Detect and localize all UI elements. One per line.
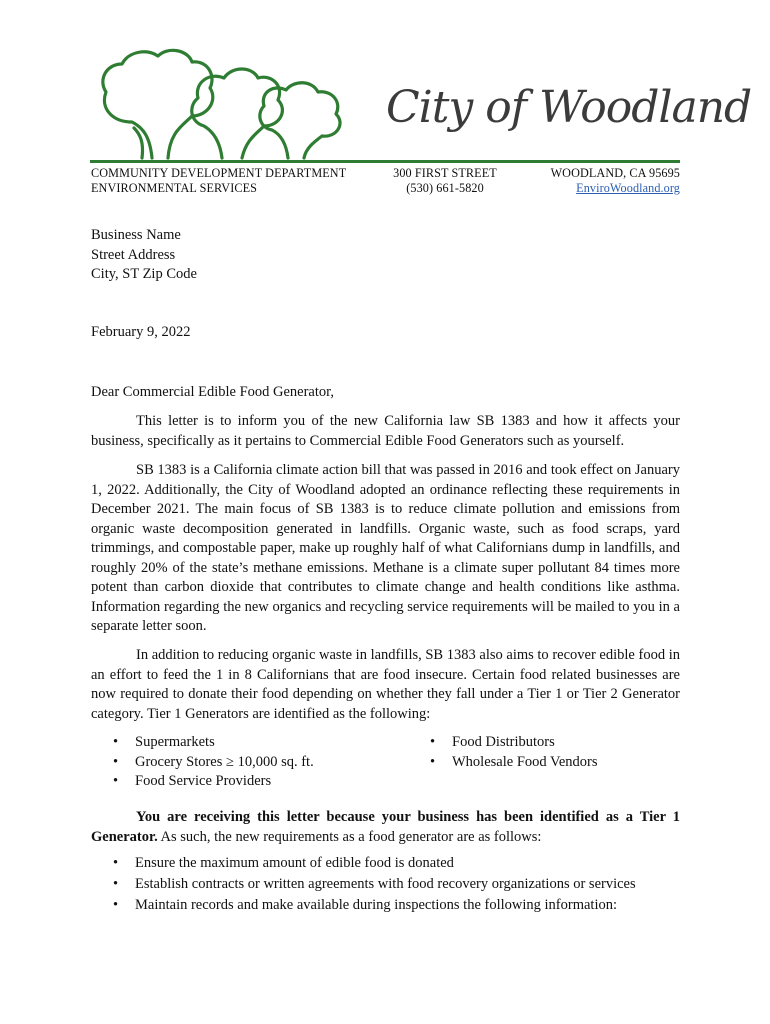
list-item: • Maintain records and make available during inspections the following information: <box>113 895 636 916</box>
division-name: ENVIRONMENTAL SERVICES <box>91 181 258 195</box>
tier1-list-right <box>430 733 598 772</box>
paragraph-intro <box>91 412 680 451</box>
list-item: • Supermarkets <box>113 733 314 753</box>
recipient-street: Street Address <box>91 246 176 263</box>
city-logo-wordmark: City of Woodland <box>386 82 752 133</box>
department-block <box>91 166 346 196</box>
list-item: • Grocery Stores ≥ 10,000 sq. ft. <box>113 753 314 773</box>
department-name: COMMUNITY DEVELOPMENT DEPARTMENT <box>91 166 347 180</box>
list-item: • Wholesale Food Vendors <box>430 753 598 773</box>
header-divider <box>90 160 680 163</box>
city-state-zip: WOODLAND, CA 95695 <box>550 166 680 180</box>
city-block <box>551 166 680 196</box>
paragraph-tier1-notice-text <box>91 808 680 847</box>
address-block <box>380 166 510 196</box>
recipient-business-name: Business Name <box>91 227 181 243</box>
phone-number: (530) 661-5820 <box>406 181 484 195</box>
paragraph-tier1-notice <box>91 808 680 847</box>
paragraph-edible-food <box>91 646 680 724</box>
street-address: 300 FIRST STREET <box>393 166 497 180</box>
recipient-city: City, ST Zip Code <box>91 266 197 282</box>
salutation: Dear Commercial Edible Food Generator, <box>91 384 335 400</box>
paragraph-intro-text: This letter is to inform you of the new California law SB 1383 and how it affects your business, specifically as it pertains to Commercial Edible Food Generators such as yourself. <box>91 413 680 449</box>
paragraph-sb1383 <box>91 461 680 637</box>
list-item: • Food Service Providers <box>113 772 314 792</box>
recipient-address <box>91 226 197 285</box>
requirements-list <box>113 853 636 916</box>
website-link[interactable]: EnviroWoodland.org <box>576 181 680 195</box>
tier1-list-left <box>113 733 314 792</box>
paragraph-edible-food-text: In addition to reducing organic waste in landfills, SB 1383 also aims to recover edible food in an effort to feed the 1 in 8 Californians that are food insecure. Certain food related businesses are now required to donate their food depending on whether they fall under a Tier 1 or Tier 2 Generator category. Tier 1 Generators are identified as the following: <box>91 647 680 722</box>
letter-date: February 9, 2022 <box>91 324 191 340</box>
tier1-notice-bold: You are receiving this letter because your business has been identified as a Tier 1 Generator. <box>91 809 680 845</box>
list-item: • Establish contracts or written agreements with food recovery organizations or services <box>113 874 636 895</box>
paragraph-sb1383-text: SB 1383 is a California climate action bill that was passed in 2016 and took effect on January 1, 2022. Additionally, the City of Woodland adopted an ordinance reflecting these requirements in December 2021. The main focus of SB 1383 is to reduce climate pollution and emissions from organic waste decomposition generated in landfills. Organic waste, such as food scraps, yard trimmings, and compostable paper, make up roughly half of what Californians dump in landfills, and roughly 20% of the state’s methane emissions. Methane is a climate super pollutant 84 times more potent than carbon dioxide that contributes to climate change and health conditions like asthma. Information regarding the new organics and recycling service requirements will be mailed to you in a separate letter soon. <box>91 462 680 634</box>
list-item: • Ensure the maximum amount of edible food is donated <box>113 853 636 874</box>
tier1-notice-rest: As such, the new requirements as a food generator are as follows: <box>157 828 542 845</box>
trees-logo-icon <box>92 42 362 162</box>
list-item: • Food Distributors <box>430 733 598 753</box>
